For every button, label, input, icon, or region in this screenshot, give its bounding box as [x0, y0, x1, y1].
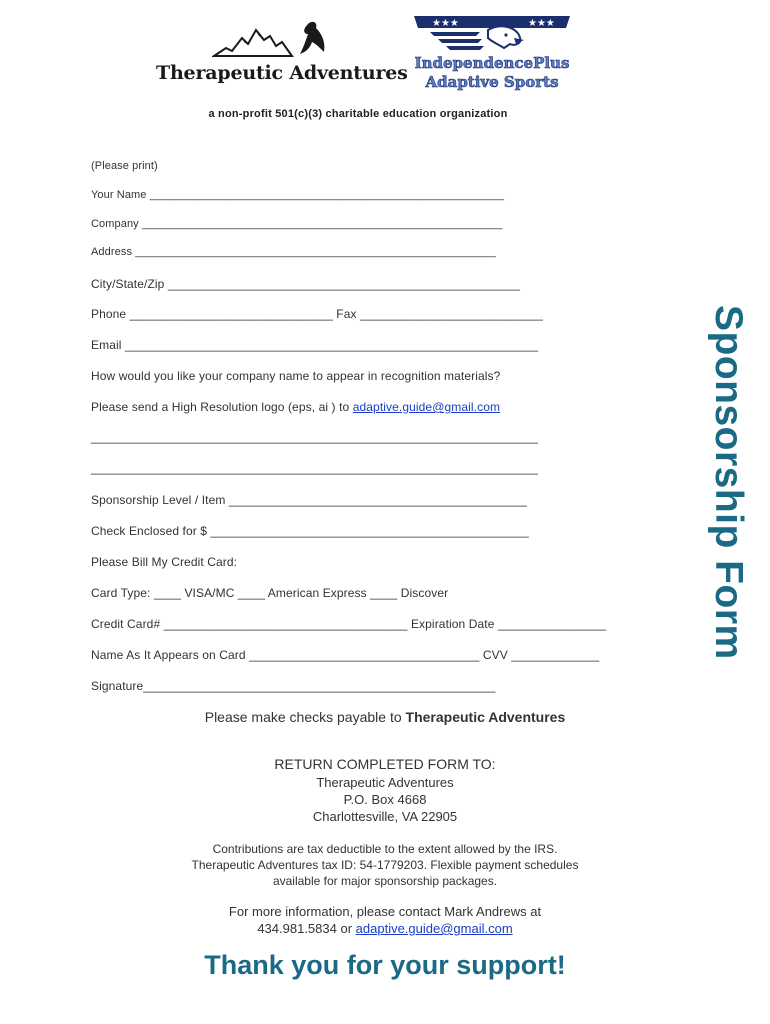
email-field[interactable]: Email _____________________________________________________________ [91, 338, 539, 352]
logo-request-text: Please send a High Resolution logo (eps, ai ) to [91, 400, 350, 414]
independenceplus-logo [410, 12, 575, 96]
thank-you-message: Thank you for your support! [204, 950, 566, 980]
signature-field[interactable]: Signature____________________________________________________ [91, 679, 496, 693]
credit-card-number-field[interactable]: Credit Card# ____________________________________ Expiration Date ________________ [91, 617, 607, 631]
check-enclosed-field[interactable]: Check Enclosed for $ _______________________________________________ [91, 524, 529, 538]
mountain-eagle-icon [212, 18, 332, 60]
contact-phone: 434.981.5834 or [257, 921, 353, 936]
tax-note-line-1: Contributions are tax deductible to the extent allowed by the IRS. [212, 842, 558, 856]
therapeutic-adventures-wordmark: Therapeutic Adventures [156, 62, 408, 84]
return-address-line-1: Therapeutic Adventures [316, 775, 454, 790]
please-print-note: (Please print) [91, 160, 158, 172]
your-name-field[interactable]: Your Name _________________________________________________________ [91, 189, 505, 201]
recognition-blank-line-1[interactable]: __________________________________________________________________ [91, 430, 539, 444]
return-form-heading: RETURN COMPLETED FORM TO: [274, 756, 496, 772]
contact-info-line-2 [0, 920, 770, 937]
organization-tagline: a non-profit 501(c)(3) charitable education organization [208, 108, 508, 120]
contact-info-line-1: For more information, please contact Mark Andrews at [228, 904, 542, 919]
phone-fax-field[interactable]: Phone ______________________________ Fax ___________________________ [91, 307, 543, 321]
checks-payable-prefix: Please make checks payable to [204, 709, 402, 725]
checks-payable-note [0, 709, 770, 725]
svg-text:★★★: ★★★ [528, 18, 555, 29]
independenceplus-wordmark: IndependencePlus [414, 54, 570, 72]
logo-email-link[interactable]: adaptive.guide@gmail.com [352, 400, 501, 414]
sponsorship-form-title: Sponsorship Form [707, 305, 750, 660]
return-address-line-2: P.O. Box 4668 [343, 792, 427, 807]
tax-note-line-2: Therapeutic Adventures tax ID: 54-1779203. Flexible payment schedules [191, 858, 579, 872]
recognition-question: How would you like your company name to appear in recognition materials? [91, 369, 501, 383]
logo-request [91, 400, 500, 414]
sponsorship-level-field[interactable]: Sponsorship Level / Item ____________________________________________ [91, 493, 527, 507]
therapeutic-adventures-logo [150, 18, 408, 88]
card-type-field[interactable]: Card Type: ____ VISA/MC ____ American Express ____ Discover [91, 586, 449, 600]
bill-credit-card-label: Please Bill My Credit Card: [91, 555, 238, 569]
svg-text:★★★: ★★★ [432, 18, 459, 29]
company-field[interactable]: Company __________________________________________________________ [91, 218, 503, 230]
tax-note-line-3: available for major sponsorship packages. [272, 874, 498, 888]
recognition-blank-line-2[interactable]: __________________________________________________________________ [91, 461, 539, 475]
name-on-card-field[interactable]: Name As It Appears on Card __________________________________ CVV _____________ [91, 648, 600, 662]
city-state-zip-field[interactable]: City/State/Zip ____________________________________________________ [91, 277, 521, 291]
adaptive-sports-wordmark: Adaptive Sports [425, 73, 559, 91]
return-address-line-3: Charlottesville, VA 22905 [312, 809, 458, 824]
checks-payable-name: Therapeutic Adventures [405, 709, 566, 725]
address-field[interactable]: Address __________________________________________________________ [91, 246, 496, 258]
contact-email-link[interactable]: adaptive.guide@gmail.com [355, 921, 513, 936]
